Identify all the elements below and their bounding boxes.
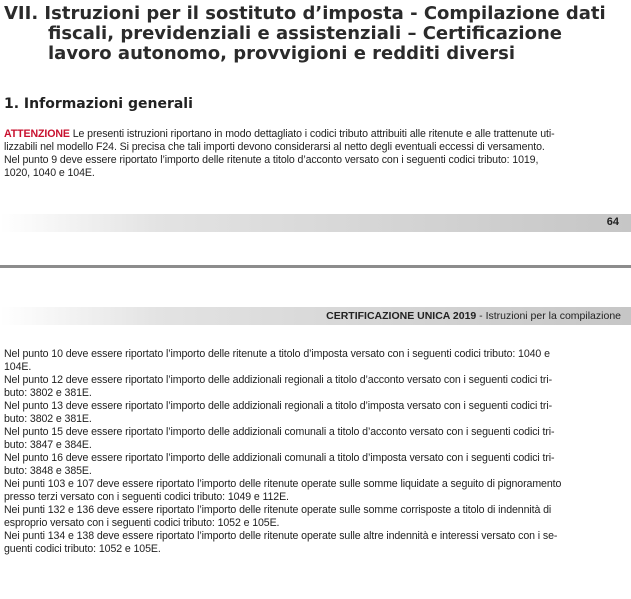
paragraph-line: lizzabili nel modello F24. Si precisa che tali importi devono considerarsi al netto degli eventuali eccessi di versamento. bbox=[4, 141, 545, 153]
body-line: Nei punti 103 e 107 deve essere riportato l’importo delle ritenute operate sulle somme liquidate a seguito di pignoramento bbox=[4, 478, 562, 490]
body-line: Nei punti 132 e 136 deve essere riportato l’importo delle ritenute operate sulle somme corrisposte a titolo di indennità di bbox=[4, 504, 552, 516]
body-line: Nei punti 134 e 138 deve essere riportato l’importo delle ritenute operate sulle altre indennità e interessi versato con i se- bbox=[4, 530, 558, 542]
section-heading: 1. Informazioni generali bbox=[4, 96, 193, 112]
running-header bbox=[326, 310, 621, 322]
body-line: buto: 3848 e 385E. bbox=[4, 465, 92, 477]
page-footer-bar bbox=[0, 214, 631, 232]
body-line: buto: 3847 e 384E. bbox=[4, 439, 92, 451]
body-line: Nel punto 10 deve essere riportato l’importo delle ritenute a titolo d’imposta versato con i seguenti codici tributo: 1040 e bbox=[4, 348, 550, 360]
paragraph-line: 1020, 1040 e 104E. bbox=[4, 167, 95, 179]
chapter-title-line-3: lavoro autonomo, provvigioni e redditi diversi bbox=[48, 43, 515, 64]
paragraph-line-text: Le presenti istruzioni riportano in modo dettagliato i codici tributo attribuiti alle ritenute e alle trattenute uti- bbox=[69, 128, 555, 140]
body-line: Nel punto 15 deve essere riportato l’importo delle addizionali comunali a titolo d’acconto versato con i seguenti codici tri- bbox=[4, 426, 555, 438]
body-line: esproprio versato con i seguenti codici tributo: 1052 e 105E. bbox=[4, 517, 280, 529]
chapter-title-line-2: fiscali, previdenziali e assistenziali – Certificazione bbox=[48, 23, 562, 44]
page-number: 64 bbox=[606, 216, 619, 228]
page-separator bbox=[0, 265, 631, 268]
chapter-title bbox=[4, 4, 604, 64]
body-line: guenti codici tributo: 1052 e 105E. bbox=[4, 543, 161, 555]
paragraph-line bbox=[4, 128, 624, 141]
document-subtitle: - Istruzioni per la compilazione bbox=[476, 310, 621, 322]
document-name: CERTIFICAZIONE UNICA 2019 bbox=[326, 310, 477, 322]
attention-label: ATTENZIONE bbox=[4, 128, 70, 140]
body-text bbox=[4, 348, 628, 556]
body-line: buto: 3802 e 381E. bbox=[4, 387, 92, 399]
paragraph-line: Nel punto 9 deve essere riportato l’importo delle ritenute a titolo d’acconto versato con i seguenti codici tributo: 1019, bbox=[4, 154, 539, 166]
general-info-paragraph bbox=[4, 128, 624, 180]
body-line: Nel punto 13 deve essere riportato l’importo delle addizionali regionali a titolo d’imposta versato con i seguenti codici tri- bbox=[4, 400, 552, 412]
body-line: Nel punto 16 deve essere riportato l’importo delle addizionali comunali a titolo d’imposta versato con i seguenti codici tri- bbox=[4, 452, 555, 464]
page-header-bar bbox=[0, 307, 631, 325]
body-line: buto: 3802 e 381E. bbox=[4, 413, 92, 425]
body-line: Nel punto 12 deve essere riportato l’importo delle addizionali regionali a titolo d’acconto versato con i seguenti codici tri- bbox=[4, 374, 553, 386]
body-line: presso terzi versato con i seguenti codici tributo: 1049 e 112E. bbox=[4, 491, 289, 503]
chapter-title-line-1: VII. Istruzioni per il sostituto d’imposta - Compilazione dati bbox=[4, 3, 606, 24]
body-line: 104E. bbox=[4, 361, 32, 373]
